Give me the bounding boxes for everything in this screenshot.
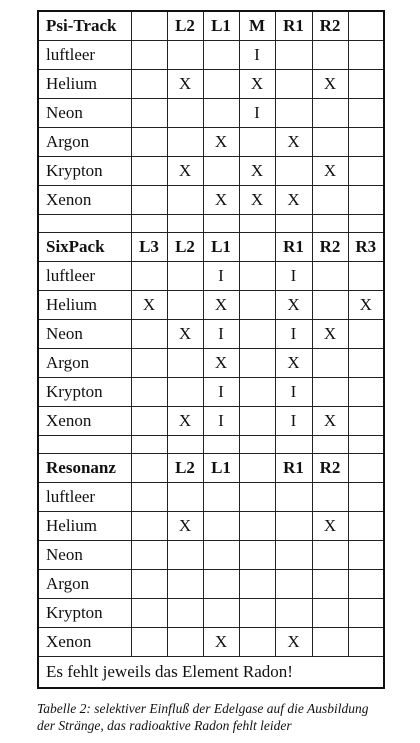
- gas-name-cell: Argon: [38, 570, 131, 599]
- gas-name-cell: Neon: [38, 541, 131, 570]
- spacer-cell: [203, 436, 239, 454]
- strand-mark-cell: [348, 70, 384, 99]
- strand-mark-cell: X: [131, 291, 167, 320]
- strand-mark-cell: [348, 41, 384, 70]
- spacer-cell: [239, 215, 275, 233]
- section-title: Resonanz: [38, 454, 131, 483]
- strand-mark-cell: X: [312, 157, 348, 186]
- strand-mark-cell: [131, 512, 167, 541]
- gas-name-cell: Helium: [38, 70, 131, 99]
- strand-mark-cell: X: [167, 70, 203, 99]
- strand-mark-cell: [239, 541, 275, 570]
- strand-mark-cell: [312, 628, 348, 657]
- table-row: [38, 41, 384, 70]
- column-header-cell: L2: [167, 11, 203, 41]
- strand-mark-cell: [312, 291, 348, 320]
- strand-mark-cell: [348, 99, 384, 128]
- strand-mark-cell: [312, 99, 348, 128]
- column-header-cell: M: [239, 11, 275, 41]
- strand-mark-cell: [312, 483, 348, 512]
- strand-mark-cell: [167, 186, 203, 215]
- strand-mark-cell: [275, 41, 312, 70]
- strand-mark-cell: [167, 599, 203, 628]
- section-spacer-row: [38, 215, 384, 233]
- strand-mark-cell: [239, 483, 275, 512]
- strand-mark-cell: [131, 186, 167, 215]
- strand-mark-cell: [131, 407, 167, 436]
- gas-name-cell: Krypton: [38, 378, 131, 407]
- strand-mark-cell: [203, 41, 239, 70]
- strand-mark-cell: [167, 541, 203, 570]
- strand-mark-cell: I: [275, 320, 312, 349]
- column-header-cell: R1: [275, 233, 312, 262]
- strand-mark-cell: X: [203, 349, 239, 378]
- strand-mark-cell: [203, 541, 239, 570]
- table-row: [38, 541, 384, 570]
- strand-mark-cell: I: [275, 378, 312, 407]
- gas-name-cell: Krypton: [38, 157, 131, 186]
- strand-mark-cell: [275, 512, 312, 541]
- strand-mark-cell: [131, 599, 167, 628]
- strand-mark-cell: X: [312, 512, 348, 541]
- strand-mark-cell: X: [275, 628, 312, 657]
- strand-mark-cell: X: [167, 320, 203, 349]
- spacer-cell: [239, 436, 275, 454]
- strand-mark-cell: I: [239, 41, 275, 70]
- strand-mark-cell: X: [203, 291, 239, 320]
- strand-mark-cell: [239, 599, 275, 628]
- gas-name-cell: Xenon: [38, 628, 131, 657]
- column-header-cell: L1: [203, 11, 239, 41]
- strand-mark-cell: [275, 99, 312, 128]
- strand-mark-cell: [203, 157, 239, 186]
- table-row: [38, 512, 384, 541]
- strand-mark-cell: [312, 378, 348, 407]
- section-header-row-psi-track: [38, 11, 384, 41]
- column-header-cell: R1: [275, 11, 312, 41]
- table-row: [38, 291, 384, 320]
- strand-mark-cell: [239, 349, 275, 378]
- strand-mark-cell: I: [203, 262, 239, 291]
- strand-mark-cell: [167, 483, 203, 512]
- strand-mark-cell: I: [203, 378, 239, 407]
- strand-mark-cell: X: [203, 186, 239, 215]
- strand-mark-cell: [131, 128, 167, 157]
- strand-mark-cell: [239, 570, 275, 599]
- gas-name-cell: Argon: [38, 349, 131, 378]
- gas-name-cell: Helium: [38, 512, 131, 541]
- strand-mark-cell: X: [312, 407, 348, 436]
- strand-mark-cell: [348, 483, 384, 512]
- gas-name-cell: Krypton: [38, 599, 131, 628]
- column-header-cell: [131, 11, 167, 41]
- column-header-cell: R2: [312, 454, 348, 483]
- strand-mark-cell: X: [239, 70, 275, 99]
- strand-mark-cell: [167, 570, 203, 599]
- column-header-cell: L3: [131, 233, 167, 262]
- table-row: [38, 378, 384, 407]
- strand-mark-cell: [275, 483, 312, 512]
- strand-mark-cell: [239, 407, 275, 436]
- strand-mark-cell: [203, 570, 239, 599]
- table-row: [38, 407, 384, 436]
- column-header-cell: L2: [167, 454, 203, 483]
- strand-mark-cell: X: [275, 291, 312, 320]
- caption-line-2: der Stränge, das radioaktive Radon fehlt leider: [37, 718, 292, 733]
- strand-mark-cell: [312, 41, 348, 70]
- strand-mark-cell: X: [275, 349, 312, 378]
- table-row: [38, 320, 384, 349]
- strand-mark-cell: [167, 41, 203, 70]
- column-header-cell: [239, 454, 275, 483]
- table-row: [38, 628, 384, 657]
- table-row: [38, 186, 384, 215]
- gas-name-cell: Argon: [38, 128, 131, 157]
- table-body: [38, 11, 384, 688]
- strand-mark-cell: X: [167, 512, 203, 541]
- strand-mark-cell: [167, 99, 203, 128]
- strand-mark-cell: [203, 512, 239, 541]
- section-title: Psi-Track: [38, 11, 131, 41]
- strand-mark-cell: [348, 320, 384, 349]
- spacer-cell: [167, 436, 203, 454]
- strand-mark-cell: I: [203, 407, 239, 436]
- strand-mark-cell: [275, 541, 312, 570]
- spacer-cell: [312, 436, 348, 454]
- spacer-cell: [203, 215, 239, 233]
- strand-mark-cell: [312, 262, 348, 291]
- strand-mark-cell: [348, 262, 384, 291]
- column-header-cell: [348, 11, 384, 41]
- strand-mark-cell: X: [203, 128, 239, 157]
- gas-name-cell: Xenon: [38, 407, 131, 436]
- table-row: [38, 483, 384, 512]
- strand-mark-cell: [203, 70, 239, 99]
- strand-mark-cell: [239, 512, 275, 541]
- strand-mark-cell: [131, 628, 167, 657]
- strand-mark-cell: [167, 262, 203, 291]
- gas-name-cell: Neon: [38, 99, 131, 128]
- strand-mark-cell: [131, 349, 167, 378]
- table-row: [38, 349, 384, 378]
- table-caption: [37, 700, 412, 734]
- strand-mark-cell: [167, 378, 203, 407]
- strand-mark-cell: X: [239, 186, 275, 215]
- strand-mark-cell: [348, 186, 384, 215]
- table-row: [38, 99, 384, 128]
- strand-mark-cell: [131, 157, 167, 186]
- strand-mark-cell: [131, 483, 167, 512]
- spacer-cell: [275, 436, 312, 454]
- section-header-row-sixpack: [38, 233, 384, 262]
- strand-mark-cell: [239, 628, 275, 657]
- table-row: [38, 262, 384, 291]
- footer-note: Es fehlt jeweils das Element Radon!: [38, 657, 384, 689]
- strand-mark-cell: I: [203, 320, 239, 349]
- strand-mark-cell: [131, 570, 167, 599]
- spacer-cell: [275, 215, 312, 233]
- strand-mark-cell: [348, 378, 384, 407]
- spacer-cell: [348, 215, 384, 233]
- section-spacer-row: [38, 436, 384, 454]
- gas-name-cell: Neon: [38, 320, 131, 349]
- strand-mark-cell: [167, 291, 203, 320]
- strand-mark-cell: [348, 512, 384, 541]
- strand-mark-cell: [348, 157, 384, 186]
- gas-name-cell: Xenon: [38, 186, 131, 215]
- strand-mark-cell: [312, 541, 348, 570]
- table-row: [38, 128, 384, 157]
- strand-mark-cell: [203, 483, 239, 512]
- strand-mark-cell: [275, 70, 312, 99]
- strand-mark-cell: [203, 599, 239, 628]
- table-row: [38, 599, 384, 628]
- column-header-cell: L1: [203, 233, 239, 262]
- strand-mark-cell: [239, 128, 275, 157]
- column-header-cell: [348, 454, 384, 483]
- strand-mark-cell: [348, 541, 384, 570]
- strand-mark-cell: [131, 378, 167, 407]
- strand-mark-cell: X: [312, 70, 348, 99]
- spacer-cell: [131, 436, 167, 454]
- column-header-cell: L2: [167, 233, 203, 262]
- strand-mark-cell: [348, 599, 384, 628]
- spacer-cell: [348, 436, 384, 454]
- section-header-row-resonanz: [38, 454, 384, 483]
- gas-name-cell: luftleer: [38, 41, 131, 70]
- strand-mark-cell: I: [275, 407, 312, 436]
- strand-mark-cell: [167, 628, 203, 657]
- table-row: [38, 157, 384, 186]
- strand-mark-cell: [239, 320, 275, 349]
- section-title: SixPack: [38, 233, 131, 262]
- column-header-cell: R1: [275, 454, 312, 483]
- strand-mark-cell: [348, 128, 384, 157]
- strand-mark-cell: X: [239, 157, 275, 186]
- column-header-cell: R3: [348, 233, 384, 262]
- noble-gas-table-wrapper: [37, 10, 385, 689]
- strand-mark-cell: [239, 378, 275, 407]
- strand-mark-cell: [203, 99, 239, 128]
- spacer-cell: [312, 215, 348, 233]
- strand-mark-cell: I: [239, 99, 275, 128]
- strand-mark-cell: [312, 349, 348, 378]
- strand-mark-cell: [131, 70, 167, 99]
- strand-mark-cell: [312, 599, 348, 628]
- strand-mark-cell: X: [167, 407, 203, 436]
- strand-mark-cell: [167, 349, 203, 378]
- strand-mark-cell: [131, 541, 167, 570]
- column-header-cell: R2: [312, 233, 348, 262]
- strand-mark-cell: X: [312, 320, 348, 349]
- strand-mark-cell: X: [275, 186, 312, 215]
- spacer-cell: [38, 215, 131, 233]
- column-header-cell: L1: [203, 454, 239, 483]
- gas-name-cell: luftleer: [38, 262, 131, 291]
- spacer-cell: [38, 436, 131, 454]
- strand-mark-cell: [131, 262, 167, 291]
- strand-mark-cell: X: [167, 157, 203, 186]
- spacer-cell: [167, 215, 203, 233]
- strand-mark-cell: [131, 41, 167, 70]
- strand-mark-cell: [348, 628, 384, 657]
- strand-mark-cell: [348, 407, 384, 436]
- strand-mark-cell: [239, 291, 275, 320]
- strand-mark-cell: [348, 349, 384, 378]
- table-row: [38, 570, 384, 599]
- strand-mark-cell: X: [203, 628, 239, 657]
- strand-mark-cell: [131, 320, 167, 349]
- strand-mark-cell: [275, 599, 312, 628]
- strand-mark-cell: [275, 157, 312, 186]
- strand-mark-cell: [131, 99, 167, 128]
- strand-mark-cell: X: [348, 291, 384, 320]
- strand-mark-cell: [312, 186, 348, 215]
- column-header-cell: [131, 454, 167, 483]
- gas-name-cell: Helium: [38, 291, 131, 320]
- strand-mark-cell: [312, 570, 348, 599]
- gas-name-cell: luftleer: [38, 483, 131, 512]
- strand-mark-cell: [167, 128, 203, 157]
- strand-mark-cell: [275, 570, 312, 599]
- noble-gas-table: [37, 10, 385, 689]
- strand-mark-cell: [348, 570, 384, 599]
- caption-line-1: Tabelle 2: selektiver Einfluß der Edelgase auf die Ausbildung: [37, 701, 369, 716]
- table-row: [38, 70, 384, 99]
- strand-mark-cell: I: [275, 262, 312, 291]
- footer-row: [38, 657, 384, 689]
- strand-mark-cell: [239, 262, 275, 291]
- strand-mark-cell: X: [275, 128, 312, 157]
- column-header-cell: [239, 233, 275, 262]
- column-header-cell: R2: [312, 11, 348, 41]
- spacer-cell: [131, 215, 167, 233]
- strand-mark-cell: [312, 128, 348, 157]
